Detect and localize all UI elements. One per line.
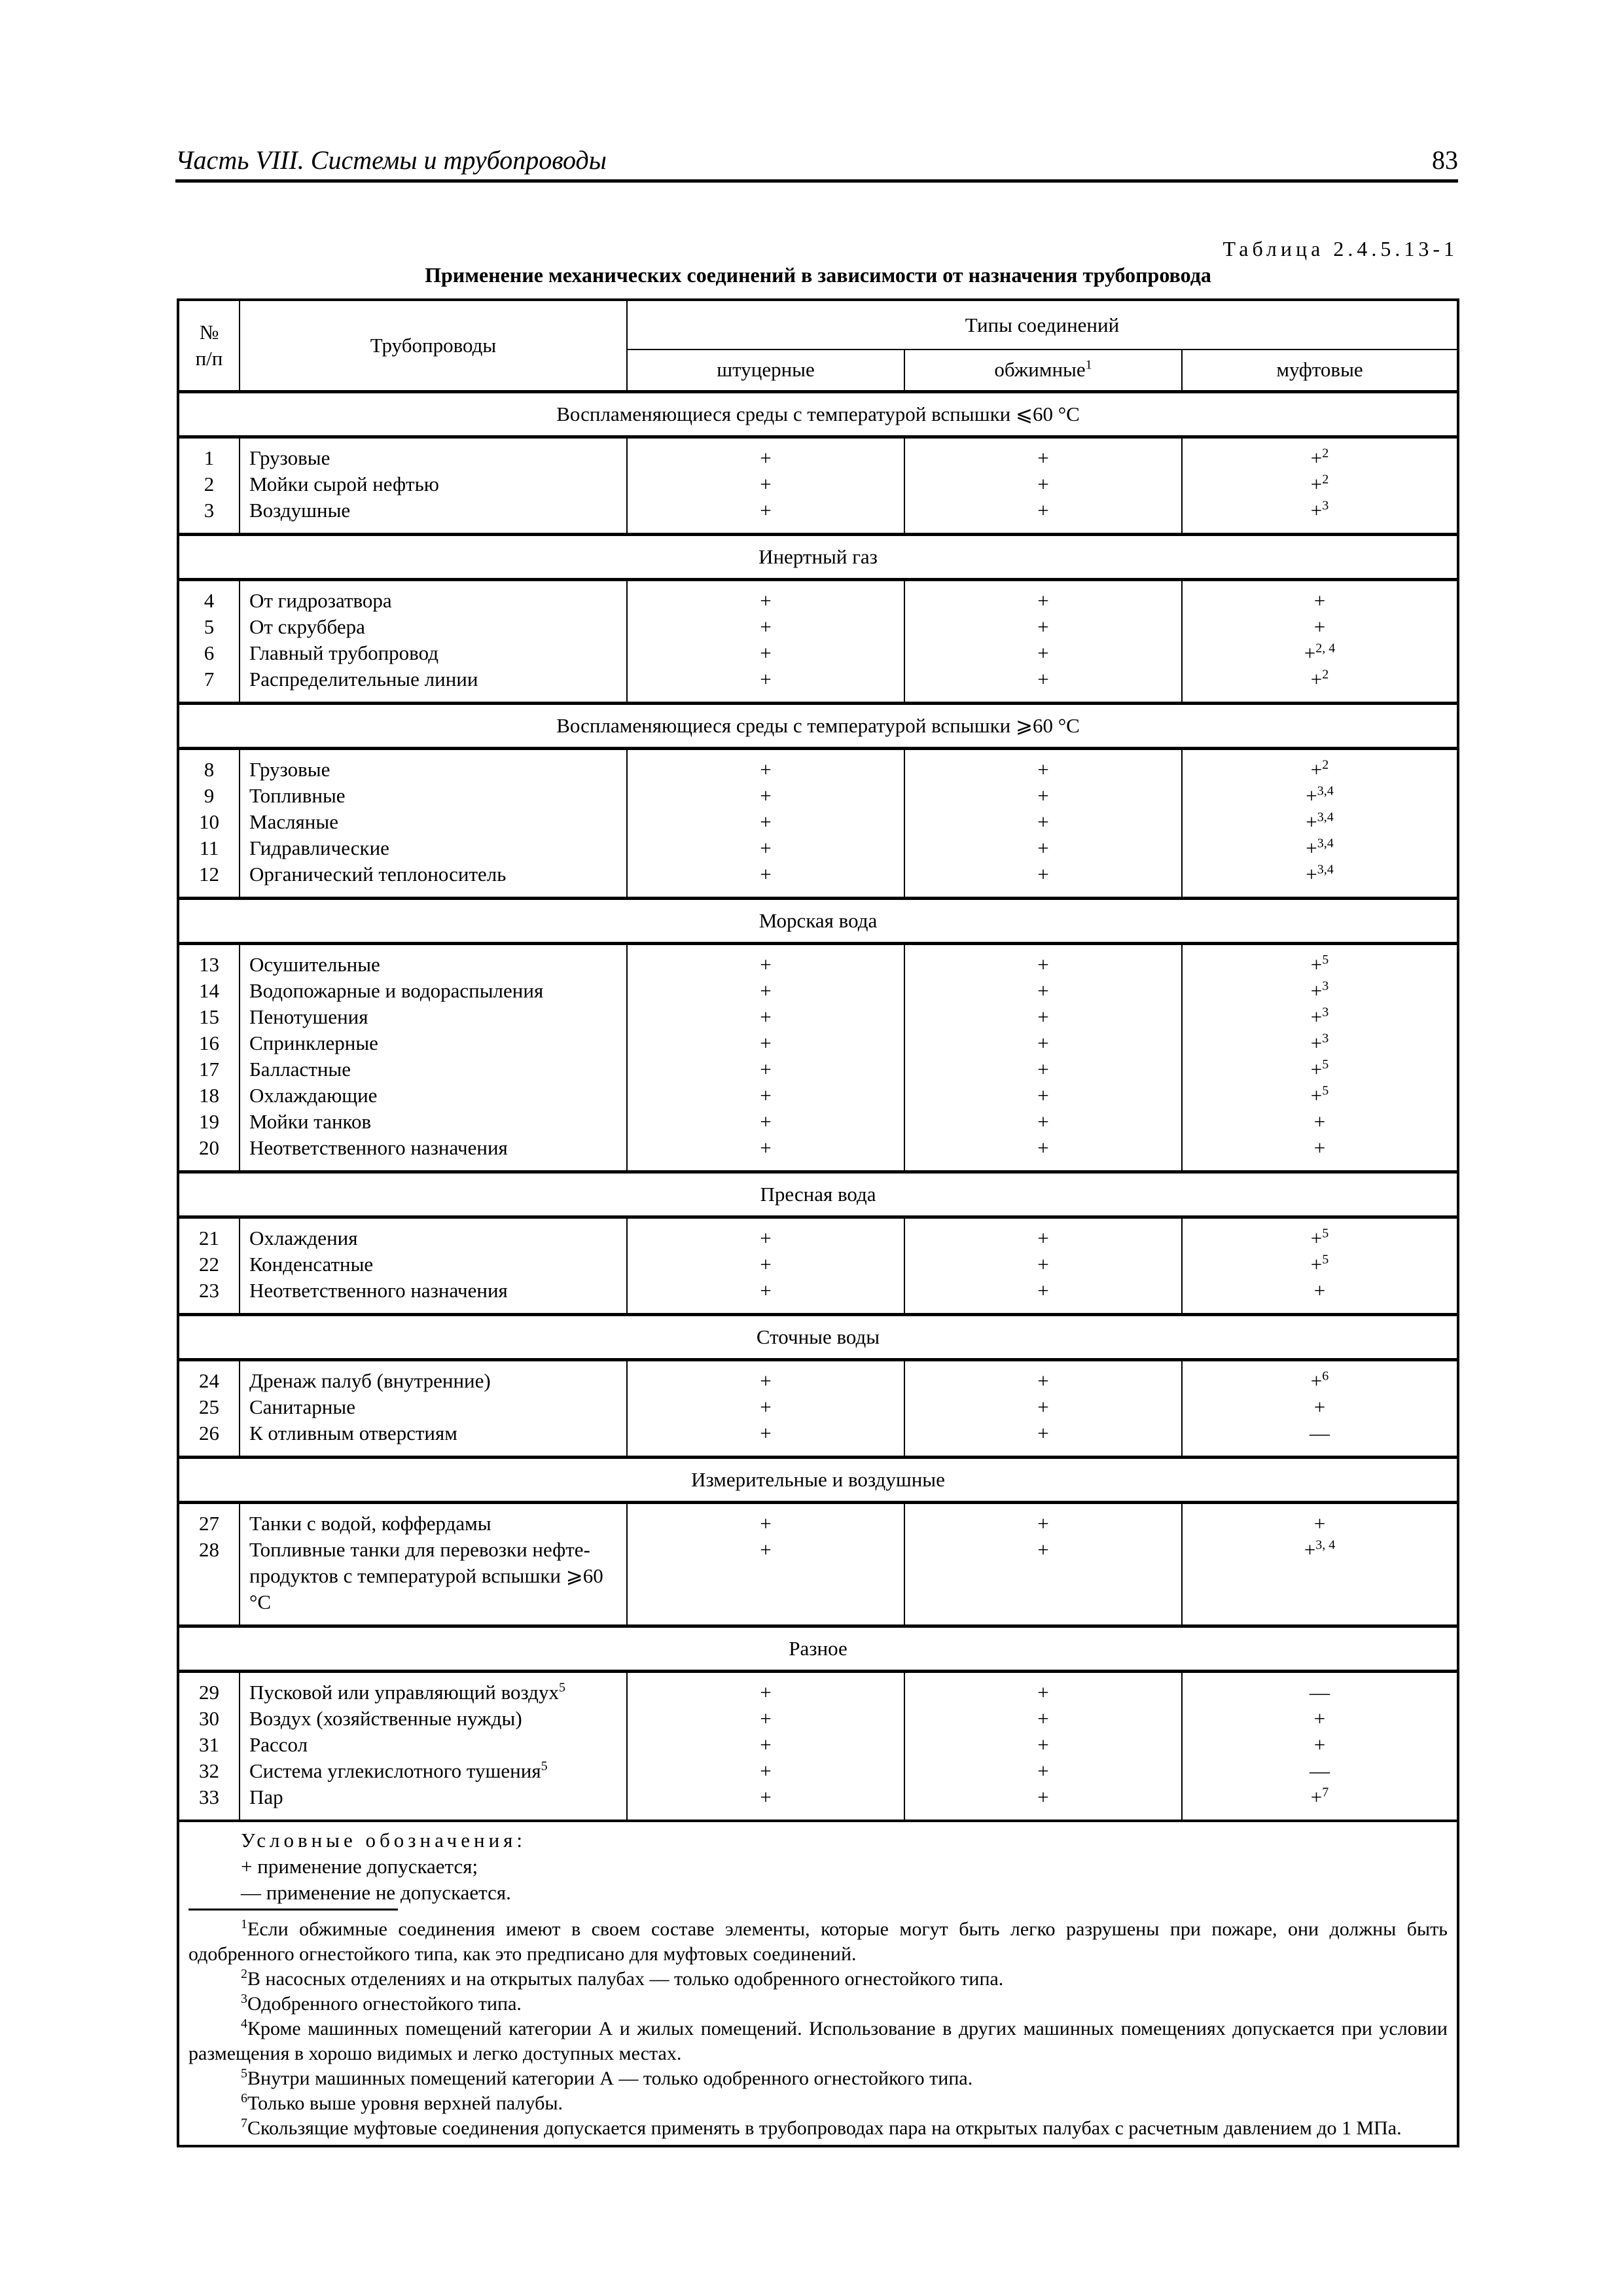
footnote-ref: 5 xyxy=(1322,1252,1329,1267)
footnote-ref: 6 xyxy=(1322,1369,1329,1384)
value-shtutsernye-cell xyxy=(627,1502,904,1626)
value-obzhimnye-cell xyxy=(904,748,1182,898)
value-shtutsernye: + xyxy=(760,1706,772,1730)
pipe-name: Грузовые xyxy=(249,757,330,781)
value-obzhimnye-cell xyxy=(904,1217,1182,1314)
value-muftovye: +$^6$ xyxy=(1310,1369,1329,1392)
value-obzhimnye: + xyxy=(1037,1369,1049,1392)
value-obzhimnye: + xyxy=(1037,952,1049,976)
pipe-name: Топливные xyxy=(249,783,346,807)
footnote-ref: 3,4 xyxy=(1317,862,1334,877)
row-number: 2 xyxy=(204,472,215,495)
pipe-name: От скруббера xyxy=(249,615,365,638)
legend-allowed: + применение допускается; xyxy=(241,1854,478,1878)
value-muftovye: +$^{3,4}$ xyxy=(1306,810,1334,833)
row-number: 20 xyxy=(199,1136,219,1159)
value-shtutsernye-cell xyxy=(627,943,904,1172)
row-number: 15 xyxy=(199,1005,219,1028)
row-number: 27 xyxy=(199,1511,219,1535)
pipe-name: Санитарные xyxy=(249,1395,355,1418)
value-obzhimnye: + xyxy=(1037,472,1049,495)
footnote-ref: 3,4 xyxy=(1317,810,1334,825)
footnote-ref: 2 xyxy=(1322,757,1329,772)
pipe-name: Гидравлические xyxy=(249,836,389,859)
value-muftovye: + xyxy=(1313,1395,1326,1418)
footnote-number: 3 xyxy=(241,1991,247,2006)
value-muftovye: +$^{3,4}$ xyxy=(1306,862,1334,886)
value-muftovye: + xyxy=(1313,1706,1326,1730)
footnote-rule xyxy=(188,1909,398,1910)
row-number: 12 xyxy=(199,862,219,886)
value-obzhimnye: + xyxy=(1037,1537,1049,1561)
row-number-cell xyxy=(179,1359,240,1457)
section-title: Воспламеняющиеся среды с температурой вспышки ⩾60 °C xyxy=(179,703,1457,748)
footnote-ref: 7 xyxy=(1322,1785,1329,1800)
row-number: 23 xyxy=(199,1278,219,1302)
row-number-cell xyxy=(179,748,240,898)
section-title: Воспламеняющиеся среды с температурой вспышки ⩽60 °C xyxy=(179,391,1457,437)
pipe-name: Танки с водой, коффердамы xyxy=(249,1511,491,1535)
pipe-name: К отливным отверстиям xyxy=(249,1421,457,1444)
footnote-ref: 5 xyxy=(558,1680,565,1695)
value-muftovye-cell xyxy=(1182,1217,1457,1314)
section-header-row xyxy=(179,898,1457,943)
pipe-connections-table xyxy=(177,298,1459,2147)
row-number: 9 xyxy=(204,783,215,807)
footnote-ref: 5 xyxy=(1322,1083,1329,1098)
footnote-ref: 2 xyxy=(1322,667,1329,682)
row-number: 26 xyxy=(199,1421,219,1444)
section-header-row xyxy=(179,534,1457,579)
value-muftovye: + xyxy=(1313,1732,1326,1756)
footnote-7 xyxy=(188,2116,1448,2141)
footnote-ref: 5 xyxy=(1322,1226,1329,1241)
pipe-name: Пусковой или управляющий воздух$^5$ xyxy=(249,1680,565,1704)
value-obzhimnye-cell xyxy=(904,1359,1182,1457)
value-muftovye: +$^3$ xyxy=(1310,1005,1329,1028)
row-number: 4 xyxy=(204,588,215,612)
value-muftovye: +$^3$ xyxy=(1310,978,1329,1002)
row-number-cell xyxy=(179,1671,240,1820)
legend xyxy=(179,1821,1457,2145)
value-obzhimnye-cell xyxy=(904,1502,1182,1626)
value-shtutsernye: + xyxy=(760,1785,772,1808)
footnote-number: 5 xyxy=(241,2066,247,2081)
col-header-muftovye: муфтовые xyxy=(1182,350,1457,391)
value-obzhimnye-cell xyxy=(904,1671,1182,1820)
pipe-name: Охлаждения xyxy=(249,1226,358,1249)
value-shtutsernye: + xyxy=(760,1369,772,1392)
value-muftovye-cell xyxy=(1182,748,1457,898)
value-shtutsernye: + xyxy=(760,641,772,664)
value-shtutsernye: + xyxy=(760,1109,772,1133)
value-obzhimnye: + xyxy=(1037,1732,1049,1756)
row-number: 32 xyxy=(199,1759,219,1782)
value-shtutsernye: + xyxy=(760,1680,772,1704)
section-header-row xyxy=(179,1172,1457,1217)
pipe-name: Пар xyxy=(249,1785,283,1808)
value-obzhimnye: + xyxy=(1037,757,1049,781)
value-muftovye-cell xyxy=(1182,1359,1457,1457)
row-number: 17 xyxy=(199,1057,219,1081)
footnote-ref: 5 xyxy=(1322,952,1329,967)
value-obzhimnye: + xyxy=(1037,446,1049,469)
value-muftovye: +$^5$ xyxy=(1310,1226,1329,1249)
footnote-6 xyxy=(188,2091,1448,2116)
value-obzhimnye: + xyxy=(1037,1083,1049,1107)
value-shtutsernye: + xyxy=(760,1252,772,1276)
value-muftovye: + xyxy=(1313,588,1326,612)
legend-title: Условные обозначения: xyxy=(241,1828,527,1852)
value-obzhimnye: + xyxy=(1037,1511,1049,1535)
value-muftovye-cell xyxy=(1182,437,1457,534)
section-title: Измерительные и воздушные xyxy=(179,1457,1457,1502)
pipe-name: Масляные xyxy=(249,810,338,833)
table-title: Применение механических соединений в зависимости от назначения трубопровода xyxy=(425,263,1211,287)
section-header-row xyxy=(179,391,1457,437)
pipe-name: Воздушные xyxy=(249,498,351,522)
pipe-name: Неответственного назначения xyxy=(249,1278,508,1302)
value-obzhimnye: + xyxy=(1037,1706,1049,1730)
footnote-number: 6 xyxy=(241,2090,247,2106)
pipe-name: Охлаждающие xyxy=(249,1083,378,1107)
value-obzhimnye: + xyxy=(1037,1226,1049,1249)
row-number: 29 xyxy=(199,1680,219,1704)
footnote-ref: 3, 4 xyxy=(1315,1537,1336,1552)
pipe-name: Органический теплоноситель xyxy=(249,862,507,886)
value-shtutsernye-cell xyxy=(627,1217,904,1314)
col-header-shtutsernye: штуцерные xyxy=(627,350,904,391)
value-muftovye-cell xyxy=(1182,943,1457,1172)
value-shtutsernye-cell xyxy=(627,437,904,534)
running-title: Часть VIII. Системы и трубопроводы xyxy=(175,145,607,175)
value-shtutsernye: + xyxy=(760,615,772,638)
row-number: 8 xyxy=(204,757,215,781)
pipe-name: Дренаж палуб (внутренние) xyxy=(249,1369,491,1392)
pipe-name: Грузовые xyxy=(249,446,330,469)
pipe-name: Спринклерные xyxy=(249,1031,378,1054)
value-shtutsernye: + xyxy=(760,1031,772,1054)
value-muftovye: + xyxy=(1313,1109,1326,1133)
value-obzhimnye-cell xyxy=(904,437,1182,534)
value-shtutsernye: + xyxy=(760,1537,772,1561)
section-header-row xyxy=(179,1626,1457,1671)
value-obzhimnye: + xyxy=(1037,498,1049,522)
section-header-row xyxy=(179,1314,1457,1359)
value-shtutsernye: + xyxy=(760,836,772,859)
section-title: Разное xyxy=(179,1626,1457,1671)
value-muftovye: +$^5$ xyxy=(1310,1252,1329,1276)
value-muftovye: — xyxy=(1310,1759,1330,1782)
footnote-number: 7 xyxy=(241,2115,247,2130)
value-muftovye: — xyxy=(1310,1680,1330,1704)
footnote-5 xyxy=(188,2066,1448,2091)
row-number-cell xyxy=(179,579,240,703)
row-number: 18 xyxy=(199,1083,219,1107)
row-number: 19 xyxy=(199,1109,219,1133)
pipe-name: Топливные танки для перевозки нефте-продуктов с температурой вспышки ⩾60 °C xyxy=(249,1537,603,1613)
row-number: 24 xyxy=(199,1369,219,1392)
section-title: Морская вода xyxy=(179,898,1457,943)
value-muftovye: + xyxy=(1313,1511,1326,1535)
value-obzhimnye: + xyxy=(1037,641,1049,664)
row-number: 6 xyxy=(204,641,215,664)
pipe-name-cell xyxy=(240,1671,627,1820)
footnote-ref: 3 xyxy=(1322,498,1329,513)
pipe-name: Рассол xyxy=(249,1732,308,1756)
main-table xyxy=(179,301,1457,1821)
row-number: 5 xyxy=(204,615,215,638)
row-number-cell xyxy=(179,943,240,1172)
section-title: Пресная вода xyxy=(179,1172,1457,1217)
row-number: 31 xyxy=(199,1732,219,1756)
pipe-name: Мойки сырой нефтью xyxy=(249,472,439,495)
footnote-text: Внутри машинных помещений категории А — только одобренного огнестойкого типа. xyxy=(247,2067,973,2089)
pipe-name-cell xyxy=(240,437,627,534)
value-shtutsernye: + xyxy=(760,1083,772,1107)
col-header-obzhimnye: обжимные$^1$ xyxy=(904,350,1182,391)
footnote-3 xyxy=(188,1992,1448,2017)
value-shtutsernye: + xyxy=(760,446,772,469)
value-obzhimnye: + xyxy=(1037,1136,1049,1159)
footnote-text: В насосных отделениях и на открытых палубах — только одобренного огнестойкого типа. xyxy=(247,1967,1004,1990)
table-row-group xyxy=(179,437,1457,534)
value-muftovye: + xyxy=(1313,1136,1326,1159)
pipe-name: Распределительные линии xyxy=(249,667,478,691)
value-obzhimnye: + xyxy=(1037,978,1049,1002)
table-row-group xyxy=(179,579,1457,703)
pipe-name: Пенотушения xyxy=(249,1005,368,1028)
table-row-group xyxy=(179,943,1457,1172)
value-shtutsernye: + xyxy=(760,862,772,886)
pipe-name-cell xyxy=(240,748,627,898)
value-shtutsernye: + xyxy=(760,1136,772,1159)
footnote-ref: 3,4 xyxy=(1317,783,1334,798)
pipe-name: Воздух (хозяйственные нужды) xyxy=(249,1706,522,1730)
value-obzhimnye: + xyxy=(1037,810,1049,833)
pipe-name: Балластные xyxy=(249,1057,351,1081)
value-muftovye-cell xyxy=(1182,1502,1457,1626)
row-number: 1 xyxy=(204,446,215,469)
pipe-name: Водопожарные и водораспыления xyxy=(249,978,544,1002)
value-muftovye: +$^5$ xyxy=(1310,1057,1329,1081)
value-obzhimnye: + xyxy=(1037,1785,1049,1808)
row-number: 10 xyxy=(199,810,219,833)
value-muftovye: +$^5$ xyxy=(1310,952,1329,976)
footnote-ref: 2, 4 xyxy=(1315,641,1336,656)
row-number: 33 xyxy=(199,1785,219,1808)
value-obzhimnye-cell xyxy=(904,579,1182,703)
pipe-name: Конденсатные xyxy=(249,1252,374,1276)
value-muftovye-cell xyxy=(1182,1671,1457,1820)
footnote-4 xyxy=(188,2017,1448,2066)
row-number: 16 xyxy=(199,1031,219,1054)
value-obzhimnye: + xyxy=(1037,1759,1049,1782)
footnote-1 xyxy=(188,1917,1448,1967)
footnote-text: Кроме машинных помещений категории А и жилых помещений. Использование в других машинных помещениях допускается при условии размещения в хорошо видимых и легко доступных местах. xyxy=(188,2017,1448,2064)
pipe-name: Мойки танков xyxy=(249,1109,372,1133)
value-obzhimnye: + xyxy=(1037,1057,1049,1081)
value-muftovye: +$^5$ xyxy=(1310,1083,1329,1107)
value-muftovye: +$^2$ xyxy=(1310,757,1329,781)
row-number-cell xyxy=(179,437,240,534)
table-number: Таблица 2.4.5.13-1 xyxy=(1222,237,1458,260)
value-obzhimnye: + xyxy=(1037,862,1049,886)
value-shtutsernye: + xyxy=(760,1395,772,1418)
col-header-pipes: Трубопроводы xyxy=(240,301,627,391)
value-shtutsernye: + xyxy=(760,952,772,976)
section-header-row xyxy=(179,1457,1457,1502)
value-muftovye: +$^2$ xyxy=(1310,472,1329,495)
row-number: 14 xyxy=(199,978,219,1002)
value-obzhimnye: + xyxy=(1037,1005,1049,1028)
col-header-types: Типы соединений xyxy=(627,301,1457,350)
row-number: 28 xyxy=(199,1537,219,1561)
table-row-group xyxy=(179,1671,1457,1820)
footnote-number: 4 xyxy=(241,2016,247,2031)
value-obzhimnye: + xyxy=(1037,1395,1049,1418)
value-shtutsernye: + xyxy=(760,1732,772,1756)
value-obzhimnye: + xyxy=(1037,1109,1049,1133)
footnotes xyxy=(188,1917,1448,2141)
table-row-group xyxy=(179,1217,1457,1314)
value-obzhimnye: + xyxy=(1037,1031,1049,1054)
row-number: 25 xyxy=(199,1395,219,1418)
pipe-name-cell xyxy=(240,1502,627,1626)
page-header xyxy=(175,145,1458,183)
value-muftovye: +$^3$ xyxy=(1310,1031,1329,1054)
value-shtutsernye-cell xyxy=(627,748,904,898)
value-shtutsernye-cell xyxy=(627,1359,904,1457)
footnote-number: 2 xyxy=(241,1966,247,1981)
footnote-ref: 3,4 xyxy=(1317,836,1334,851)
value-shtutsernye: + xyxy=(760,1278,772,1302)
value-shtutsernye: + xyxy=(760,783,772,807)
table-row-group xyxy=(179,1502,1457,1626)
value-obzhimnye: + xyxy=(1037,615,1049,638)
value-obzhimnye: + xyxy=(1037,588,1049,612)
footnote-number: 1 xyxy=(241,1916,247,1931)
value-shtutsernye: + xyxy=(760,1759,772,1782)
page-number: 83 xyxy=(1432,145,1458,175)
pipe-name-cell xyxy=(240,579,627,703)
footnote-ref: 3 xyxy=(1322,978,1329,994)
value-muftovye: +$^7$ xyxy=(1310,1785,1329,1808)
pipe-name: Осушительные xyxy=(249,952,380,976)
pipe-name: Главный трубопровод xyxy=(249,641,438,664)
value-muftovye: + xyxy=(1313,615,1326,638)
value-shtutsernye-cell xyxy=(627,579,904,703)
value-muftovye: +$^2$ xyxy=(1310,446,1329,469)
footnote-ref: 2 xyxy=(1322,472,1329,487)
value-obzhimnye: + xyxy=(1037,783,1049,807)
row-number: 21 xyxy=(199,1226,219,1249)
value-muftovye: + xyxy=(1313,1278,1326,1302)
section-title: Инертный газ xyxy=(179,534,1457,579)
row-number-cell xyxy=(179,1217,240,1314)
footnote-2 xyxy=(188,1967,1448,1992)
footnote-ref: 3 xyxy=(1322,1005,1329,1020)
value-obzhimnye-cell xyxy=(904,943,1182,1172)
value-shtutsernye-cell xyxy=(627,1671,904,1820)
value-muftovye: +$^3$ xyxy=(1310,498,1329,522)
pipe-name-cell xyxy=(240,943,627,1172)
footnote-ref: 5 xyxy=(1322,1057,1329,1072)
value-obzhimnye: + xyxy=(1037,1278,1049,1302)
footnote-text: Скользящие муфтовые соединения допускается применять в трубопроводах пара на открытых палубах с расчетным давлением до 1 МПа. xyxy=(247,2117,1402,2139)
footnote-text: Одобренного огнестойкого типа. xyxy=(247,1992,522,2015)
value-shtutsernye: + xyxy=(760,1421,772,1444)
section-header-row xyxy=(179,703,1457,748)
pipe-name: От гидрозатвора xyxy=(249,588,392,612)
footnote-ref: 2 xyxy=(1322,446,1329,461)
row-number: 30 xyxy=(199,1706,219,1730)
footnote-text: Если обжимные соединения имеют в своем составе элементы, которые могут быть легко разрушены при пожаре, они должны быть одобренного огнестойкого типа, как это предписано для муфтовых соединений. xyxy=(188,1918,1448,1965)
table-row-group xyxy=(179,748,1457,898)
value-obzhimnye: + xyxy=(1037,667,1049,691)
value-obzhimnye: + xyxy=(1037,1421,1049,1444)
value-shtutsernye: + xyxy=(760,810,772,833)
footnote-text: Только выше уровня верхней палубы. xyxy=(247,2092,563,2114)
pipe-name-cell xyxy=(240,1217,627,1314)
value-muftovye: +$^2$ xyxy=(1310,667,1329,691)
value-obzhimnye: + xyxy=(1037,1680,1049,1704)
value-muftovye: +$^{3,4}$ xyxy=(1306,836,1334,859)
value-obzhimnye: + xyxy=(1037,1252,1049,1276)
value-shtutsernye: + xyxy=(760,1226,772,1249)
value-muftovye: +$^{2, 4}$ xyxy=(1304,641,1336,664)
pipe-name-cell xyxy=(240,1359,627,1457)
pipe-name: Система углекислотного тушения$^5$ xyxy=(249,1759,548,1782)
row-number: 11 xyxy=(199,836,219,859)
row-number: 3 xyxy=(204,498,215,522)
footnote-ref: 5 xyxy=(541,1759,548,1774)
value-shtutsernye: + xyxy=(760,588,772,612)
value-shtutsernye: + xyxy=(760,667,772,691)
section-title: Сточные воды xyxy=(179,1314,1457,1359)
pipe-name: Неответственного назначения xyxy=(249,1136,508,1159)
row-number: 22 xyxy=(199,1252,219,1276)
value-shtutsernye: + xyxy=(760,472,772,495)
table-row-group xyxy=(179,1359,1457,1457)
value-muftovye: — xyxy=(1310,1421,1330,1444)
row-number-cell xyxy=(179,1502,240,1626)
value-shtutsernye: + xyxy=(760,1511,772,1535)
value-shtutsernye: + xyxy=(760,498,772,522)
row-number: 13 xyxy=(199,952,219,976)
legend-not-allowed: — применение не допускается. xyxy=(241,1880,511,1904)
row-number: 7 xyxy=(204,667,215,691)
value-muftovye: +$^{3,4}$ xyxy=(1306,783,1334,807)
value-obzhimnye: + xyxy=(1037,836,1049,859)
value-muftovye: +$^{3, 4}$ xyxy=(1304,1537,1336,1561)
value-shtutsernye: + xyxy=(760,757,772,781)
value-shtutsernye: + xyxy=(760,1005,772,1028)
footnote-ref: 3 xyxy=(1322,1031,1329,1046)
value-muftovye-cell xyxy=(1182,579,1457,703)
col-header-number: № п/п xyxy=(179,301,240,391)
value-shtutsernye: + xyxy=(760,978,772,1002)
value-shtutsernye: + xyxy=(760,1057,772,1081)
